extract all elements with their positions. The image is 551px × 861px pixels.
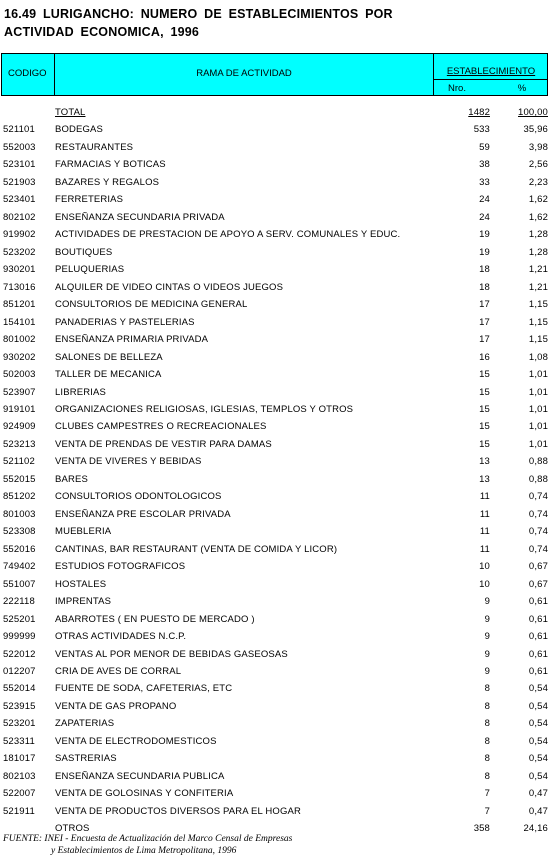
row-code: 523401 — [3, 194, 36, 206]
row-count: 17 — [479, 334, 490, 346]
row-code: 181017 — [3, 753, 36, 765]
table-row — [0, 263, 551, 280]
row-percent: 3,98 — [528, 141, 548, 153]
row-code: 851202 — [3, 491, 36, 503]
row-description: SALONES DE BELLEZA — [55, 351, 163, 363]
table-title — [4, 5, 544, 41]
row-code: 851201 — [3, 299, 36, 311]
row-percent: 0,61 — [528, 596, 548, 608]
row-description: ENSEÑANZA SECUNDARIA PRIVADA — [55, 211, 225, 223]
column-header-nro: Nro. — [448, 83, 466, 94]
row-code: 924909 — [3, 421, 36, 433]
row-count: 17 — [479, 299, 490, 311]
table-row — [0, 193, 551, 210]
table-row — [0, 473, 551, 490]
row-count: 15 — [479, 421, 490, 433]
row-count: 13 — [479, 456, 490, 468]
row-description: ENSEÑANZA PRIMARIA PRIVADA — [55, 334, 209, 346]
row-count: 59 — [479, 141, 490, 153]
table-row — [0, 735, 551, 752]
row-percent: 0,88 — [528, 473, 548, 485]
table-row — [0, 228, 551, 245]
row-code: 012207 — [3, 666, 36, 677]
row-percent: 1,15 — [528, 334, 548, 346]
row-code: 502003 — [3, 369, 36, 381]
row-percent: 0,67 — [528, 561, 548, 573]
column-header-pct: % — [517, 83, 527, 94]
table-header — [1, 53, 548, 96]
row-percent: 0,54 — [528, 735, 548, 747]
row-description: ZAPATERIAS — [55, 718, 115, 730]
row-code: 525201 — [3, 613, 36, 625]
table-row — [0, 455, 551, 472]
row-count: 10 — [479, 578, 490, 590]
row-code: 713016 — [3, 281, 36, 293]
row-count: 38 — [479, 159, 490, 171]
row-percent: 0,74 — [528, 543, 548, 555]
row-count: 11 — [479, 491, 490, 503]
row-description: VENTA DE GAS PROPANO — [55, 700, 177, 712]
column-header-codigo: CODIGO — [8, 68, 47, 79]
row-percent: 1,21 — [528, 264, 548, 276]
row-count: 8 — [484, 718, 490, 730]
row-code: 521101 — [3, 124, 35, 136]
row-description: PANADERIAS Y PASTELERIAS — [55, 316, 195, 328]
title-line-2: ACTIVIDAD ECONOMICA, 1996 — [4, 25, 200, 39]
table-row — [0, 508, 551, 525]
row-code: 919902 — [3, 229, 36, 241]
source-line-2: y Establecimientos de Lima Metropolitana, 1996 — [51, 846, 237, 856]
row-percent: 1,62 — [528, 211, 548, 223]
row-description: FARMACIAS Y BOTICAS — [55, 159, 166, 171]
table-row — [0, 368, 551, 385]
table-row — [0, 316, 551, 333]
row-code: 801002 — [3, 334, 36, 346]
row-count: 8 — [484, 683, 490, 695]
row-count: 33 — [479, 176, 490, 188]
row-code: 930202 — [3, 351, 36, 363]
row-code: 552015 — [3, 473, 36, 485]
table-row — [0, 648, 551, 665]
row-count: 17 — [479, 316, 490, 328]
row-percent: 0,61 — [528, 666, 548, 677]
row-percent: 0,74 — [528, 508, 548, 520]
row-description: CRIA DE AVES DE CORRAL — [55, 666, 182, 677]
row-code: 801003 — [3, 508, 36, 520]
row-percent: 0,61 — [528, 613, 548, 625]
header-subdivider — [434, 79, 547, 80]
table-row — [0, 333, 551, 350]
row-percent: 24,16 — [523, 823, 548, 835]
table-row — [0, 595, 551, 612]
row-count: 24 — [479, 211, 490, 223]
row-description: VENTA DE ELECTRODOMESTICOS — [55, 735, 217, 747]
row-percent: 0,54 — [528, 770, 548, 782]
row-description: CLUBES CAMPESTRES O RECREACIONALES — [55, 421, 267, 433]
row-description: ENSEÑANZA SECUNDARIA PUBLICA — [55, 770, 225, 782]
row-description: BARES — [55, 473, 88, 485]
row-description: VENTA DE PRODUCTOS DIVERSOS PARA EL HOGAR — [55, 805, 301, 817]
row-code: 523101 — [3, 159, 36, 171]
row-percent: 1,28 — [528, 229, 548, 241]
row-percent: 0,61 — [528, 631, 548, 643]
row-percent: 0,61 — [528, 648, 548, 660]
column-header-establecimiento: ESTABLECIMIENTO — [446, 66, 536, 77]
table-row — [0, 158, 551, 175]
row-percent: 2,56 — [528, 159, 548, 171]
table-row — [0, 438, 551, 455]
row-code: 154101 — [3, 316, 36, 328]
row-description: ORGANIZACIONES RELIGIOSAS, IGLESIAS, TEMPLOS Y OTROS — [55, 403, 354, 415]
row-percent: 100,00 — [518, 107, 548, 118]
row-count: 7 — [484, 788, 490, 800]
row-percent: 1,15 — [528, 316, 548, 328]
row-percent: 1,01 — [528, 421, 548, 433]
table-row — [0, 123, 551, 140]
row-percent: 0,47 — [528, 805, 548, 817]
row-count: 9 — [484, 631, 490, 643]
row-percent: 1,08 — [528, 351, 548, 363]
row-description: VENTAS AL POR MENOR DE BEBIDAS GASEOSAS — [55, 648, 288, 660]
row-description: TOTAL — [55, 107, 86, 118]
row-description: FERRETERIAS — [55, 194, 124, 206]
row-percent: 0,54 — [528, 753, 548, 765]
row-count: 1482 — [468, 107, 490, 118]
row-percent: 0,88 — [528, 456, 548, 468]
table-row — [0, 298, 551, 315]
table-row — [0, 543, 551, 560]
row-count: 7 — [484, 805, 490, 817]
row-code: 552003 — [3, 141, 36, 153]
row-percent: 1,28 — [528, 246, 548, 258]
table-body — [0, 106, 551, 840]
row-percent: 1,15 — [528, 299, 548, 311]
row-count: 9 — [484, 648, 490, 660]
row-description: OTRAS ACTIVIDADES N.C.P. — [55, 631, 187, 643]
row-description: VENTA DE GOLOSINAS Y CONFITERIA — [55, 788, 234, 800]
row-count: 358 — [473, 823, 490, 835]
source-note — [3, 833, 548, 857]
row-description: BODEGAS — [55, 124, 104, 136]
row-code: 521911 — [3, 805, 35, 817]
row-percent: 0,54 — [528, 683, 548, 695]
table-row — [0, 176, 551, 193]
row-description: ESTUDIOS FOTOGRAFICOS — [55, 561, 186, 573]
row-description: VENTA DE VIVERES Y BEBIDAS — [55, 456, 202, 468]
title-line-1: 16.49 LURIGANCHO: NUMERO DE ESTABLECIMIENTOS POR — [4, 7, 393, 21]
row-code: 521102 — [3, 456, 35, 468]
row-count: 15 — [479, 386, 490, 398]
table-row — [0, 578, 551, 595]
row-percent: 1,21 — [528, 281, 548, 293]
row-code: 521903 — [3, 176, 36, 188]
table-row — [0, 386, 551, 403]
row-description: MUEBLERIA — [55, 526, 112, 538]
row-code: 552016 — [3, 543, 36, 555]
table-row — [0, 717, 551, 734]
row-percent: 0,54 — [528, 700, 548, 712]
row-description: HOSTALES — [55, 578, 107, 590]
row-count: 11 — [479, 526, 490, 538]
row-description: CONSULTORIOS ODONTOLOGICOS — [55, 491, 222, 503]
table-row — [0, 787, 551, 804]
row-description: TALLER DE MECANICA — [55, 369, 162, 381]
row-count: 9 — [484, 613, 490, 625]
table-row — [0, 351, 551, 368]
table-row — [0, 281, 551, 298]
row-code: 522012 — [3, 648, 36, 660]
row-description: IMPRENTAS — [55, 596, 112, 608]
table-row — [0, 752, 551, 769]
row-percent: 0,74 — [528, 491, 548, 503]
row-description: BAZARES Y REGALOS — [55, 176, 160, 188]
row-count: 11 — [479, 543, 490, 555]
row-percent: 2,23 — [528, 176, 548, 188]
row-description: BOUTIQUES — [55, 246, 113, 258]
row-description: PELUQUERIAS — [55, 264, 125, 276]
row-code: 749402 — [3, 561, 36, 573]
column-header-rama: RAMA DE ACTIVIDAD — [196, 68, 292, 79]
row-code: 551007 — [3, 578, 36, 590]
table-row — [0, 805, 551, 822]
row-count: 9 — [484, 596, 490, 608]
row-code: 999999 — [3, 631, 36, 643]
row-code: 523907 — [3, 386, 36, 398]
row-description: CANTINAS, BAR RESTAURANT (VENTA DE COMIDA Y LICOR) — [55, 543, 338, 555]
row-percent: 0,67 — [528, 578, 548, 590]
row-description: ABARROTES ( EN PUESTO DE MERCADO ) — [55, 613, 255, 625]
row-count: 19 — [479, 246, 490, 258]
row-description: ENSEÑANZA PRE ESCOLAR PRIVADA — [55, 508, 231, 520]
table-row — [0, 141, 551, 158]
row-count: 15 — [479, 403, 490, 415]
total-row — [0, 106, 551, 123]
row-percent: 35,96 — [523, 124, 548, 136]
row-description: OTROS — [55, 823, 90, 835]
table-row — [0, 525, 551, 542]
row-count: 8 — [484, 735, 490, 747]
row-code: 552014 — [3, 683, 36, 695]
table-row — [0, 665, 551, 682]
row-code: 523213 — [3, 438, 36, 450]
table-row — [0, 700, 551, 717]
row-percent: 0,74 — [528, 526, 548, 538]
row-count: 13 — [479, 473, 490, 485]
row-percent: 1,01 — [528, 369, 548, 381]
row-percent: 1,01 — [528, 403, 548, 415]
row-percent: 1,01 — [528, 386, 548, 398]
row-count: 19 — [479, 229, 490, 241]
row-count: 15 — [479, 369, 490, 381]
row-percent: 1,01 — [528, 438, 548, 450]
row-count: 10 — [479, 561, 490, 573]
row-description: ALQUILER DE VIDEO CINTAS O VIDEOS JUEGOS — [55, 281, 284, 293]
row-code: 222118 — [3, 596, 35, 608]
table-row — [0, 420, 551, 437]
table-row — [0, 560, 551, 577]
row-code: 523308 — [3, 526, 36, 538]
row-description: ACTIVIDADES DE PRESTACION DE APOYO A SERV. COMUNALES Y EDUC. — [55, 229, 401, 241]
row-code: 523202 — [3, 246, 36, 258]
row-count: 16 — [479, 351, 490, 363]
row-description: VENTA DE PRENDAS DE VESTIR PARA DAMAS — [55, 438, 272, 450]
row-percent: 0,54 — [528, 718, 548, 730]
row-code: 523915 — [3, 700, 36, 712]
row-count: 9 — [484, 666, 490, 677]
row-description: RESTAURANTES — [55, 141, 134, 153]
row-description: CONSULTORIOS DE MEDICINA GENERAL — [55, 299, 248, 311]
row-count: 24 — [479, 194, 490, 206]
row-code: 523201 — [3, 718, 36, 730]
row-count: 8 — [484, 753, 490, 765]
table-row — [0, 490, 551, 507]
row-code: 919101 — [3, 403, 36, 415]
row-count: 11 — [479, 508, 490, 520]
row-description: SASTRERIAS — [55, 753, 117, 765]
source-line-1: FUENTE: INEI - Encuesta de Actualización del Marco Censal de Empresas — [3, 834, 293, 844]
table-row — [0, 682, 551, 699]
row-code: 802102 — [3, 211, 36, 223]
row-count: 18 — [479, 281, 490, 293]
row-count: 8 — [484, 700, 490, 712]
table-row — [0, 403, 551, 420]
row-description: LIBRERIAS — [55, 386, 106, 398]
row-code: 930201 — [3, 264, 36, 276]
row-percent: 0,47 — [528, 788, 548, 800]
row-code: 802103 — [3, 770, 36, 782]
row-code: 522007 — [3, 788, 36, 800]
table-row — [0, 630, 551, 647]
row-count: 18 — [479, 264, 490, 276]
row-count: 15 — [479, 438, 490, 450]
row-count: 533 — [473, 124, 490, 136]
table-row — [0, 613, 551, 630]
row-code: 523311 — [3, 735, 35, 747]
table-row — [0, 246, 551, 263]
row-percent: 1,62 — [528, 194, 548, 206]
row-description: FUENTE DE SODA, CAFETERIAS, ETC — [55, 683, 233, 695]
row-count: 8 — [484, 770, 490, 782]
table-row — [0, 770, 551, 787]
table-row — [0, 211, 551, 228]
